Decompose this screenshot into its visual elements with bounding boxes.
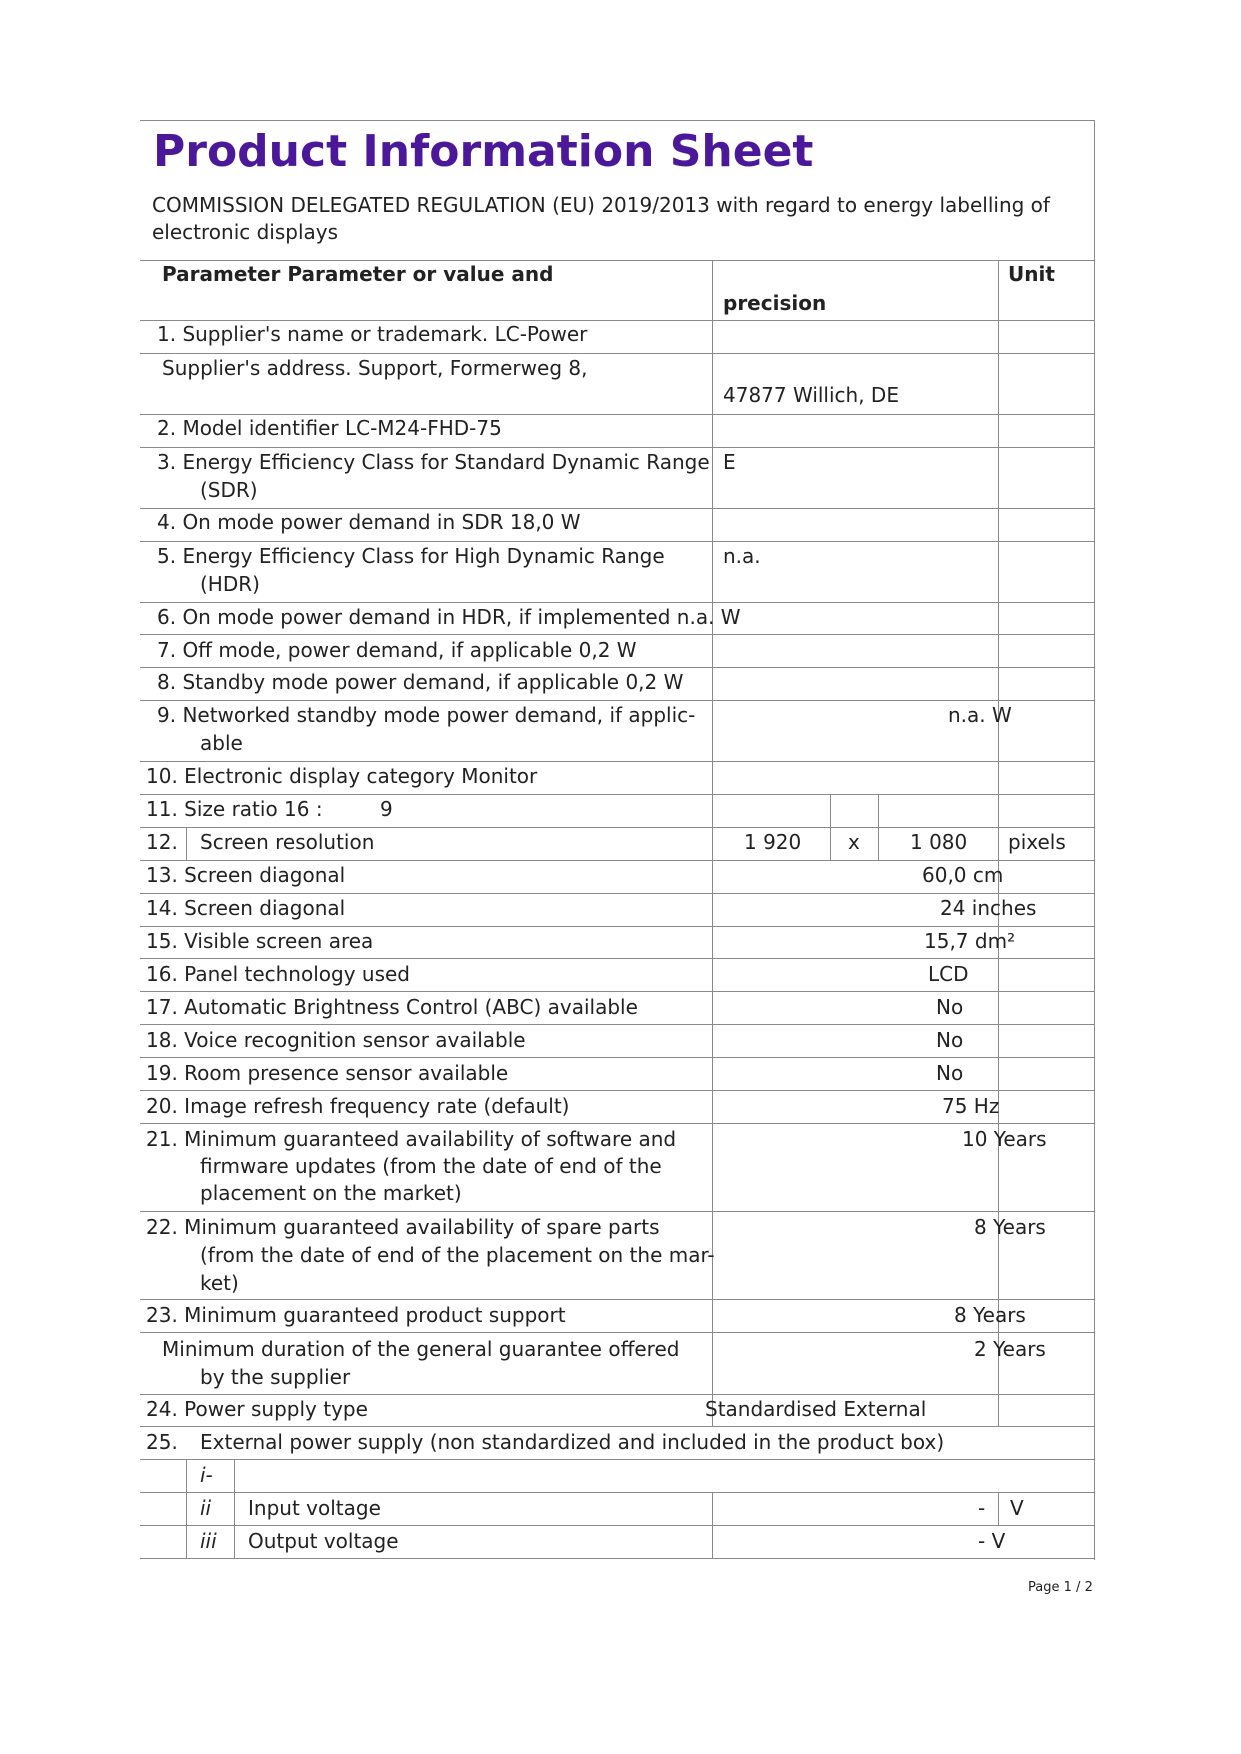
row-sdr-power: 4. On mode power demand in SDR 18,0 W xyxy=(157,510,581,534)
row-abc: 17. Automatic Brightness Control (ABC) available xyxy=(146,995,638,1019)
row-output-voltage: Output voltage xyxy=(248,1529,399,1553)
row-external-psu-number: 25. xyxy=(146,1430,178,1454)
row-networked-standby-cont: able xyxy=(200,731,243,755)
row-spare-parts-cont2: ket) xyxy=(200,1271,239,1295)
row-networked-standby: 9. Networked standby mode power demand, if applic- xyxy=(157,703,696,727)
page-indicator xyxy=(1028,1580,1093,1596)
row-resolution-label: Screen resolution xyxy=(200,830,375,854)
row-visible-area-value: 15,7 dm² xyxy=(924,929,1016,953)
row-sub-iii: iii xyxy=(200,1529,217,1553)
row-diagonal-inch-value: 24 inches xyxy=(940,896,1037,920)
row-sdr-class: 3. Energy Efficiency Class for Standard Dynamic Range xyxy=(157,450,710,474)
row-model-identifier: 2. Model identifier LC-M24-FHD-75 xyxy=(157,416,502,440)
regulation-line-2: electronic displays xyxy=(152,220,339,244)
header-parameter: Parameter Parameter or value and xyxy=(162,262,554,286)
row-power-supply-type-value: Standardised External xyxy=(705,1397,927,1421)
row-input-voltage-unit: V xyxy=(1010,1496,1024,1520)
row-presence-sensor: 19. Room presence sensor available xyxy=(146,1061,509,1085)
page-separator: / xyxy=(1076,1580,1081,1595)
row-software-updates: 21. Minimum guaranteed availability of software and xyxy=(146,1127,677,1151)
row-standby-mode: 8. Standby mode power demand, if applicable 0,2 W xyxy=(157,670,684,694)
page-title: Product Information Sheet xyxy=(153,126,814,177)
row-spare-parts: 22. Minimum guaranteed availability of spare parts xyxy=(146,1215,660,1239)
row-supplier-address: Supplier's address. Support, Formerweg 8, xyxy=(162,356,588,380)
row-resolution-unit: pixels xyxy=(1008,830,1066,854)
row-sdr-class-cont: (SDR) xyxy=(200,478,258,502)
row-size-ratio: 11. Size ratio 16 : xyxy=(146,797,323,821)
row-hdr-power: 6. On mode power demand in HDR, if implemented n.a. W xyxy=(157,605,741,629)
row-diagonal-inch: 14. Screen diagonal xyxy=(146,896,346,920)
row-input-voltage: Input voltage xyxy=(248,1496,381,1520)
row-presence-sensor-value: No xyxy=(936,1061,964,1085)
row-abc-value: No xyxy=(936,995,964,1019)
row-guarantee-cont: by the supplier xyxy=(200,1365,351,1389)
row-resolution-x: x xyxy=(848,830,860,854)
row-resolution-number: 12. xyxy=(146,830,178,854)
row-software-updates-value: 10 Years xyxy=(962,1127,1047,1151)
row-resolution-height: 1 080 xyxy=(910,830,968,854)
row-external-psu-label: External power supply (non standardized and included in the product box) xyxy=(200,1430,945,1454)
page-word: Page xyxy=(1028,1580,1060,1595)
row-software-updates-cont1: firmware updates (from the date of end of the xyxy=(200,1154,662,1178)
header-precision: precision xyxy=(723,291,827,315)
row-panel-technology-value: LCD xyxy=(928,962,969,986)
row-sub-ii: ii xyxy=(200,1496,212,1520)
row-voice-sensor-value: No xyxy=(936,1028,964,1052)
row-diagonal-cm: 13. Screen diagonal xyxy=(146,863,346,887)
row-diagonal-cm-value: 60,0 cm xyxy=(922,863,1004,887)
row-visible-area: 15. Visible screen area xyxy=(146,929,374,953)
row-software-updates-cont2: placement on the market) xyxy=(200,1181,462,1205)
row-display-category: 10. Electronic display category Monitor xyxy=(146,764,538,788)
row-refresh-rate-value: 75 Hz xyxy=(942,1094,1000,1118)
row-supplier-name: 1. Supplier's name or trademark. LC-Power xyxy=(157,322,588,346)
row-guarantee: Minimum duration of the general guarantee offered xyxy=(162,1337,680,1361)
row-resolution-width: 1 920 xyxy=(744,830,802,854)
row-guarantee-value: 2 Years xyxy=(974,1337,1046,1361)
row-voice-sensor: 18. Voice recognition sensor available xyxy=(146,1028,526,1052)
row-hdr-class: 5. Energy Efficiency Class for High Dynamic Range xyxy=(157,544,665,568)
row-spare-parts-cont1: (from the date of end of the placement on the mar- xyxy=(200,1243,715,1267)
row-output-voltage-value: - V xyxy=(978,1529,1006,1553)
row-refresh-rate: 20. Image refresh frequency rate (default) xyxy=(146,1094,570,1118)
row-product-support-value: 8 Years xyxy=(954,1303,1026,1327)
row-supplier-address-value: 47877 Willich, DE xyxy=(723,383,899,407)
row-panel-technology: 16. Panel technology used xyxy=(146,962,410,986)
row-sdr-class-value: E xyxy=(723,450,736,474)
page-total: 2 xyxy=(1084,1580,1093,1595)
row-input-voltage-value: - xyxy=(978,1496,986,1520)
row-networked-standby-value: n.a. W xyxy=(948,703,1012,727)
page-number: 1 xyxy=(1063,1580,1072,1595)
row-product-support: 23. Minimum guaranteed product support xyxy=(146,1303,566,1327)
row-sub-i: i- xyxy=(200,1463,213,1487)
header-unit: Unit xyxy=(1008,262,1055,286)
row-hdr-class-cont: (HDR) xyxy=(200,572,260,596)
row-off-mode: 7. Off mode, power demand, if applicable 0,2 W xyxy=(157,638,637,662)
row-hdr-class-value: n.a. xyxy=(723,544,761,568)
regulation-line-1: COMMISSION DELEGATED REGULATION (EU) 2019/2013 with regard to energy labelling of xyxy=(152,193,1050,217)
row-power-supply-type: 24. Power supply type xyxy=(146,1397,368,1421)
row-size-ratio-value: 9 xyxy=(380,797,393,821)
row-spare-parts-value: 8 Years xyxy=(974,1215,1046,1239)
